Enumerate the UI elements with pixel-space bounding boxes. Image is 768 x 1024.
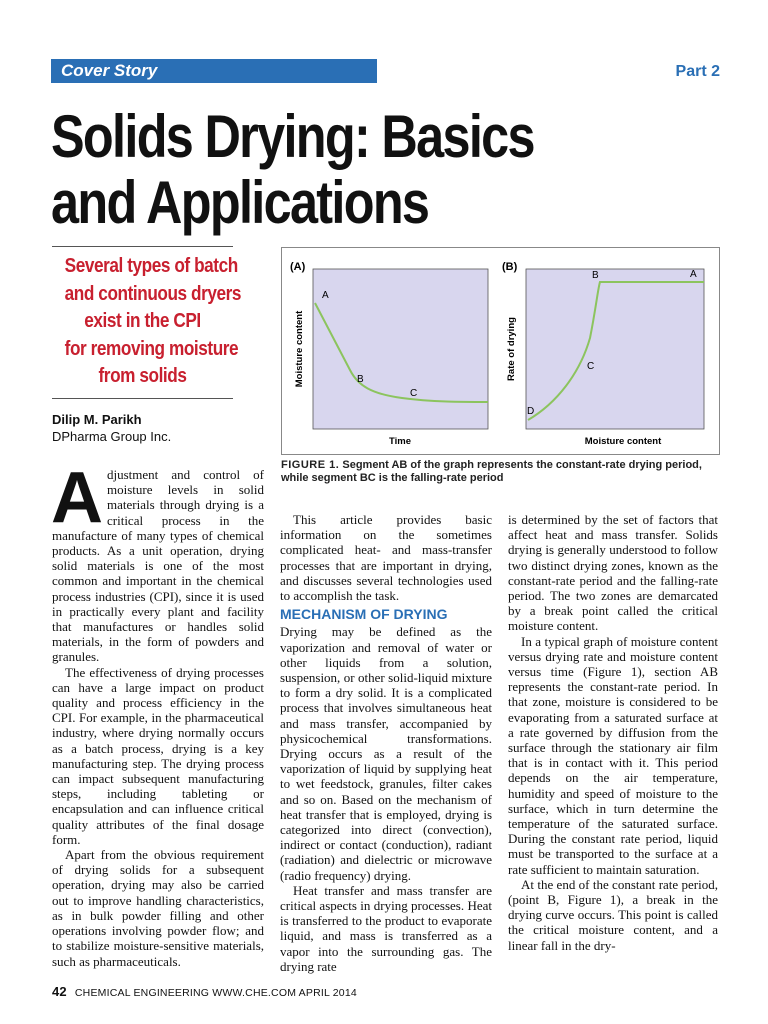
panel-a-x-axis-label: Time — [388, 436, 412, 447]
section-banner — [51, 59, 377, 83]
section-label: Cover Story — [61, 61, 158, 80]
paragraph: is determined by the set of factors that affect heat and mass transfer. Solids drying is generally understood to follow two distinct drying zones, known as the constant-rate period and the falling-rate period. The two zones are demarcated by a break point called the critical moisture content. — [508, 512, 718, 634]
panel-b-y-axis-label: Rate of drying — [506, 317, 517, 381]
section-heading: MECHANISM OF DRYING — [280, 606, 448, 623]
paragraph: Heat transfer and mass transfer are critical aspects in drying processes. Heat is transferred to the product to evaporate liquid, and mass is transferred as a vapor into the surrounding gas. The drying rate — [280, 882, 492, 974]
figure-1-chart — [282, 248, 719, 454]
panel-b-point-b: B — [592, 270, 599, 281]
paragraph: In a typical graph of moisture content versus drying rate and moisture content versus time (Figure 1), section AB represents the constant-rate period. In that zone, moisture is considered to be evaporating from a saturated surface at a rate governed by diffusion from the surface through the stationary air film that is in contact with it. This period depends on the air temperature, humidity and speed of moisture to the surface, which in turn determine the temperature of the saturated surface. During the constant rate period, liquid must be transported to the surface at a rate sufficient to maintain saturation. — [508, 633, 718, 877]
panel-a-label: (A) — [290, 261, 306, 273]
figure-caption-text: Segment AB of the graph represents the constant-rate drying period, while segment BC is the falling-rate period — [281, 459, 702, 484]
column-3 — [508, 512, 718, 953]
deck-bottom-rule — [52, 398, 233, 399]
panel-a-point-b: B — [357, 374, 364, 385]
author-affiliation: DPharma Group Inc. — [52, 429, 172, 444]
paragraph: Drying may be defined as the vaporization and removal of water or other liquids from a solution, suspension, or other solid-liquid mixture to form a dry solid. It is a complicated process that involves simultaneous heat and mass transfer, accompanied by physicochemical transformations. Drying occurs as a result of the vaporization of liquid by supplying heat to wet feedstock, granules, filter cakes and so on. Based on the mechanism of heat transfer that is employed, drying is categorized into direct (convection), indirect or contact (conduction), radiant (radiation) and dielectric or microwave (radio frequency) drying. — [280, 624, 492, 883]
panel-b-x-axis-label: Moisture content — [584, 436, 662, 447]
panel-a-point-a: A — [322, 290, 329, 301]
title-line-2: and Applications — [51, 169, 429, 236]
panel-a-point-c: C — [410, 388, 418, 399]
page-number: 42 — [52, 984, 67, 999]
deck-top-rule — [52, 246, 233, 247]
deck-line-1: Several types of batch — [64, 255, 238, 277]
deck-line-3: exist in the CPI — [84, 310, 201, 332]
figure-1 — [281, 247, 720, 455]
panel-a-y-axis-label: Moisture content — [294, 310, 305, 388]
deck-line-2: and continuous dryers — [64, 282, 242, 305]
deck-line-5: from solids — [98, 365, 187, 387]
paragraph: This article provides basic information on the sometimes complicated heat- and mass-transfer processes that are important in drying, and discusses several technologies used to accomplish the task. — [280, 512, 492, 604]
author-block — [52, 411, 171, 445]
column-2 — [280, 512, 492, 974]
drop-cap: A — [51, 458, 103, 538]
paragraph — [51, 458, 264, 665]
paragraph-text: djustment and control of moisture levels in solid materials through drying is a critical process in the manufacture of many types of chemical products. As a unit operation, drying solid materials is one of the most common and important in the chemical process industries (CPI), since it is used in practically every plant and facility that manufactures or handles solid materials, in the form of powders and granules. — [52, 467, 264, 665]
paragraph: At the end of the constant rate period, (point B, Figure 1), a break in the drying curve occurs. This point is called the critical moisture content, and a linear fall in the dry- — [508, 876, 718, 953]
article-title — [51, 104, 622, 236]
column-1 — [51, 458, 264, 969]
publication-info: CHEMICAL ENGINEERING WWW.CHE.COM APRIL 2014 — [74, 987, 357, 999]
panel-b-point-d: D — [527, 406, 535, 417]
paragraph: The effectiveness of drying processes can have a large impact on product quality and process efficiency in the CPI. For example, in the pharmaceutical industry, where drying normally occurs as a batch process, drying is a key manufacturing step. The drying process can impact subsequent manufacturing steps, including tableting or encapsulation and can influence critical quality attributes of the final dosage form. — [52, 664, 264, 847]
part-label: Part 2 — [675, 63, 720, 80]
panel-b-label: (B) — [502, 261, 518, 273]
panel-b-point-a: A — [690, 269, 697, 280]
paragraph: Apart from the obvious requirement of drying solids for a subsequent operation, drying may also be carried out to improve handling characteristics, as in bulk powder filling and other operations involving powder flow; and to stabilize moisture-sensitive materials, such as pharmaceuticals. — [52, 847, 264, 969]
title-line-1: Solids Drying: Basics — [51, 103, 534, 170]
panel-b-point-c: C — [587, 361, 595, 372]
panel-b-plot-area — [526, 269, 704, 429]
page-footer — [52, 984, 357, 999]
figure-caption-label: FIGURE 1. — [281, 459, 340, 471]
figure-caption — [281, 459, 721, 484]
article-deck — [52, 253, 242, 391]
author-name: Dilip M. Parikh — [52, 412, 142, 427]
deck-line-4: for removing moisture — [64, 337, 239, 360]
